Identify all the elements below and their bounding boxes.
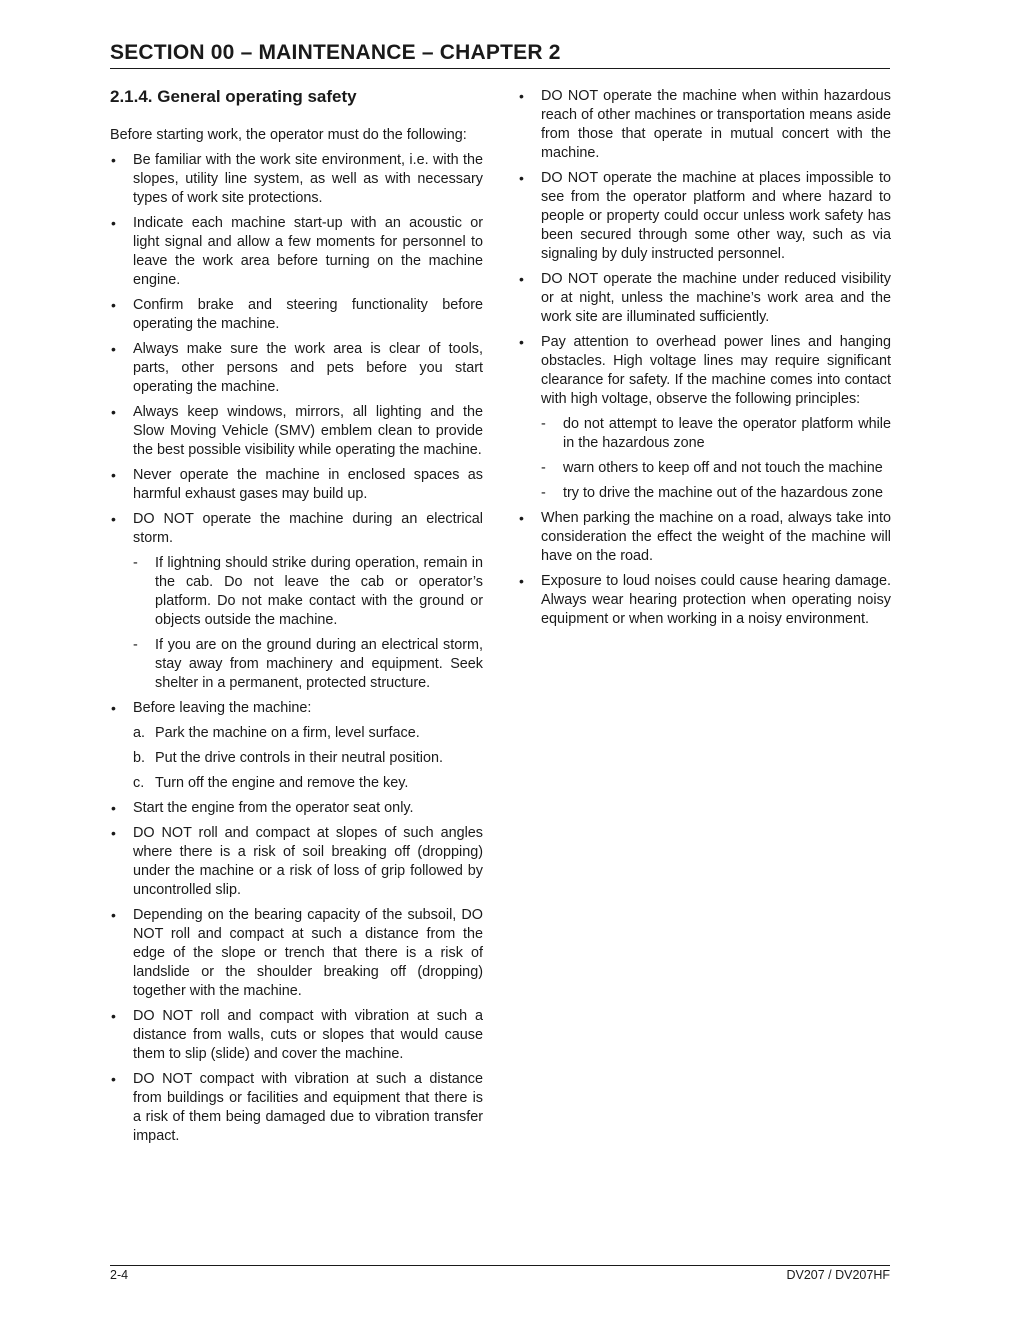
list-item-text: DO NOT compact with vibration at such a distance from buildings or facilities and equipment that there is a risk of them being damaged due to vibration transfer impact. <box>133 1071 483 1144</box>
step-marker: a. <box>133 725 146 741</box>
list-item-text: DO NOT operate the machine during an electrical storm. <box>133 511 483 546</box>
section-header: SECTION 00 – MAINTENANCE – CHAPTER 2 <box>110 38 890 69</box>
list-item <box>110 214 483 290</box>
step-marker: b. <box>133 750 146 766</box>
bullet-icon: • <box>519 573 524 589</box>
model-label: DV207 / DV207HF <box>786 1268 890 1282</box>
list-item <box>518 333 891 503</box>
section-title: 2.1.4. General operating safety <box>110 87 357 106</box>
bullet-icon: • <box>111 511 116 527</box>
list-item <box>110 1007 483 1064</box>
sub-list-item <box>133 636 483 693</box>
list-item-text: When parking the machine on a road, always take into consideration the effect the weight of the machine will have on the road. <box>541 510 891 564</box>
list-item <box>110 906 483 1001</box>
bullet-icon: • <box>111 152 116 168</box>
dash-marker: - <box>133 555 138 571</box>
list-item-text: Indicate each machine start-up with an acoustic or light signal and allow a few moments for personnel to leave the work area before turning on the machine engine. <box>133 215 483 288</box>
left-column <box>110 86 483 1152</box>
list-item-text: Never operate the machine in enclosed spaces as harmful exhaust gases may build up. <box>133 467 483 502</box>
list-item <box>518 270 891 327</box>
sub-list-item-text: try to drive the machine out of the hazardous zone <box>563 485 883 501</box>
bullet-icon: • <box>519 88 524 104</box>
dash-marker: - <box>541 485 546 501</box>
list-item <box>110 403 483 460</box>
sub-list-item <box>541 415 891 453</box>
dash-marker: - <box>541 460 546 476</box>
list-item-text: Depending on the bearing capacity of the subsoil, DO NOT roll and compact at such a distance from the edge of the slope or trench that there is a risk of landslide or the shoulder breaking off (dropping) together with the machine. <box>133 907 483 999</box>
list-item-text: Start the engine from the operator seat only. <box>133 800 414 816</box>
list-item <box>110 824 483 900</box>
dash-marker: - <box>133 637 138 653</box>
bullet-icon: • <box>111 341 116 357</box>
list-item-text: Before leaving the machine: <box>133 700 312 716</box>
bullet-icon: • <box>111 215 116 231</box>
step-text: Turn off the engine and remove the key. <box>155 775 409 791</box>
step-marker: c. <box>133 775 145 791</box>
list-item-text: DO NOT roll and compact with vibration at such a distance from walls, cuts or slopes that would cause them to slip (slide) and cover the machine. <box>133 1008 483 1062</box>
step-item <box>133 749 483 768</box>
bullet-icon: • <box>519 334 524 350</box>
list-item-text: DO NOT roll and compact at slopes of such angles where there is a risk of soil breaking off (dropping) under the machine or a risk of loss of grip followed by uncontrolled slip. <box>133 825 483 898</box>
step-text: Put the drive controls in their neutral position. <box>155 750 443 766</box>
list-item <box>110 510 483 693</box>
bullet-icon: • <box>111 1008 116 1024</box>
intro-paragraph: Before starting work, the operator must do the following: <box>110 127 467 143</box>
list-item-text: Exposure to loud noises could cause hearing damage. Always wear hearing protection when operating noisy equipment or when working in a noisy environment. <box>541 573 891 627</box>
bullet-icon: • <box>111 700 116 716</box>
bullet-icon: • <box>519 170 524 186</box>
list-item-text: Confirm brake and steering functionality before operating the machine. <box>133 297 483 332</box>
list-item <box>110 340 483 397</box>
bullet-icon: • <box>111 825 116 841</box>
list-item-text: DO NOT operate the machine at places impossible to see from the operator platform and where hazard to people or property could occur unless work safety has been secured through some other way, such as via signaling by duly instructed personnel. <box>541 170 891 262</box>
list-item <box>518 572 891 629</box>
list-item <box>518 169 891 264</box>
list-item <box>110 1070 483 1146</box>
list-item-text: DO NOT operate the machine when within hazardous reach of other machines or transportation means aside from those that operate in mutual concert with the machine. <box>541 88 891 161</box>
leaving-steps-list <box>133 724 483 793</box>
bullet-icon: • <box>111 800 116 816</box>
page-number: 2-4 <box>110 1268 129 1282</box>
list-item <box>110 799 483 818</box>
list-item-text: Always make sure the work area is clear of tools, parts, other persons and pets before you start operating the machine. <box>133 341 483 395</box>
sub-list-item-text: do not attempt to leave the operator platform while in the hazardous zone <box>563 416 891 451</box>
list-item <box>110 151 483 208</box>
list-item-text: Be familiar with the work site environment, i.e. with the slopes, utility line system, as well as with necessary types of work site protections. <box>133 152 483 206</box>
footer-divider <box>110 1265 890 1266</box>
list-item-text: DO NOT operate the machine under reduced visibility or at night, unless the machine’s work area and the work site are illuminated sufficiently. <box>541 271 891 325</box>
bullet-icon: • <box>111 404 116 420</box>
storm-sublist <box>133 554 483 693</box>
bullet-icon: • <box>111 1071 116 1087</box>
sub-list-item <box>541 459 891 478</box>
list-item <box>518 509 891 566</box>
bullet-icon: • <box>111 907 116 923</box>
sub-list-item-text: If you are on the ground during an electrical storm, stay away from machinery and equipment. Seek shelter in a permanent, protected structure. <box>155 637 483 691</box>
dash-marker: - <box>541 416 546 432</box>
bullet-icon: • <box>519 510 524 526</box>
sub-list-item <box>541 484 891 503</box>
step-text: Park the machine on a firm, level surface. <box>155 725 420 741</box>
step-item <box>133 774 483 793</box>
list-item-text: Pay attention to overhead power lines and hanging obstacles. High voltage lines may require significant clearance for safety. If the machine comes into contact with high voltage, observe the following principles: <box>541 334 891 407</box>
list-item-text: Always keep windows, mirrors, all lighting and the Slow Moving Vehicle (SMV) emblem clean to provide the best possible visibility while operating the machine. <box>133 404 483 458</box>
list-item <box>110 296 483 334</box>
list-item <box>110 466 483 504</box>
right-bullet-list <box>518 87 891 629</box>
right-column <box>518 87 891 635</box>
bullet-icon: • <box>111 467 116 483</box>
bullet-icon: • <box>519 271 524 287</box>
sub-list-item-text: If lightning should strike during operation, remain in the cab. Do not leave the cab or operator’s platform. Do not make contact with the ground or objects outside the machine. <box>155 555 483 628</box>
sub-list-item-text: warn others to keep off and not touch the machine <box>563 460 883 476</box>
list-item <box>110 699 483 793</box>
sub-list-item <box>133 554 483 630</box>
left-bullet-list <box>110 151 483 1146</box>
voltage-sublist <box>541 415 891 503</box>
list-item <box>518 87 891 163</box>
step-item <box>133 724 483 743</box>
bullet-icon: • <box>111 297 116 313</box>
